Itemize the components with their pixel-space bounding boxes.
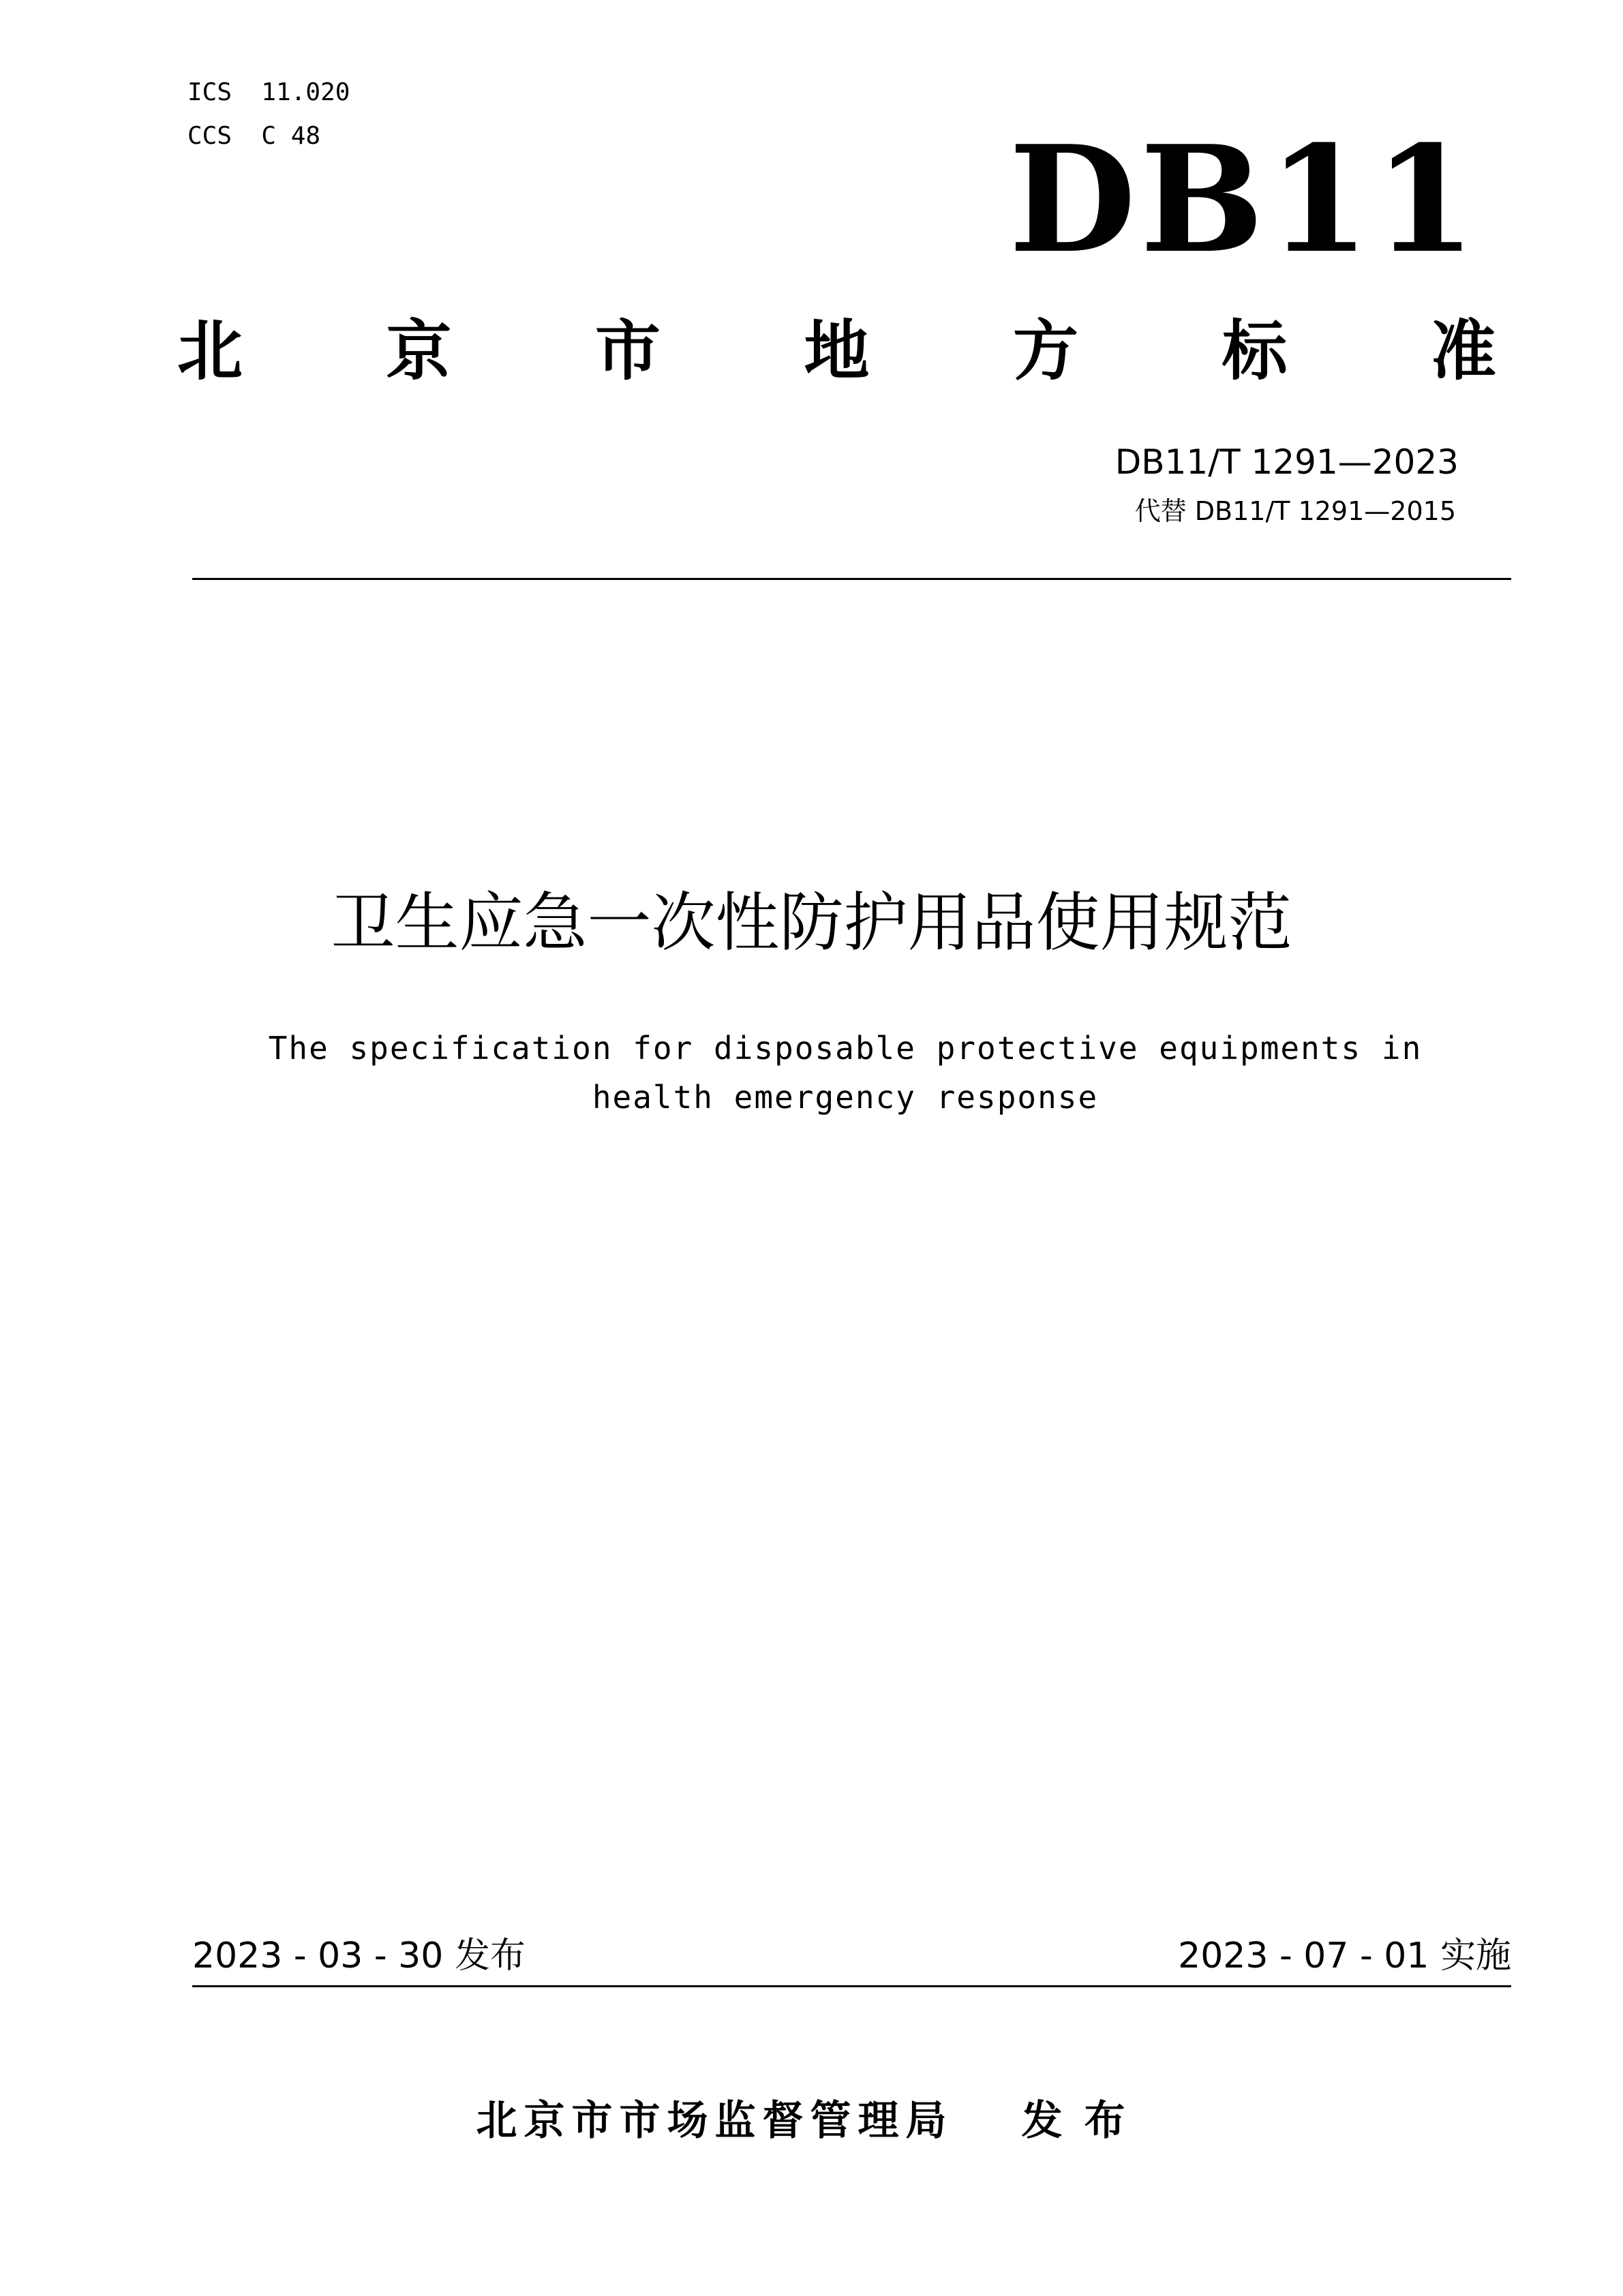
replaces-standard: 代替 DB11/T 1291—2015	[1134, 496, 1456, 526]
local-standard-char: 准	[1431, 313, 1496, 389]
ccs-code: CCS C 48	[187, 122, 321, 150]
document-title-english: The specification for disposable protective equipments in health emergency response	[268, 1030, 1423, 1116]
implementation-date: 2023 - 07 - 01 实施	[1178, 1935, 1511, 1976]
top-divider	[192, 578, 1511, 580]
standard-number: DB11/T 1291—2023	[1114, 442, 1459, 482]
document-title-chinese: 卫生应急一次性防护用品使用规范	[331, 886, 1292, 960]
local-standard-heading	[177, 313, 1496, 389]
local-standard-char: 市	[595, 313, 661, 389]
ics-code: ICS 11.020	[187, 78, 350, 106]
issue-date: 2023 - 03 - 30 发布	[192, 1935, 526, 1976]
local-standard-char: 地	[804, 313, 870, 389]
db11-logo: DB11	[1009, 113, 1481, 286]
publish-label: 发布	[1021, 2097, 1147, 2145]
bottom-divider	[192, 1985, 1511, 1987]
local-standard-char: 方	[1013, 313, 1078, 389]
local-standard-char: 标	[1222, 313, 1288, 389]
local-standard-char: 北	[177, 313, 243, 389]
local-standard-char: 京	[386, 313, 452, 389]
publisher-line	[0, 2096, 1623, 2145]
publisher-name: 北京市市场监督管理局	[476, 2097, 954, 2145]
